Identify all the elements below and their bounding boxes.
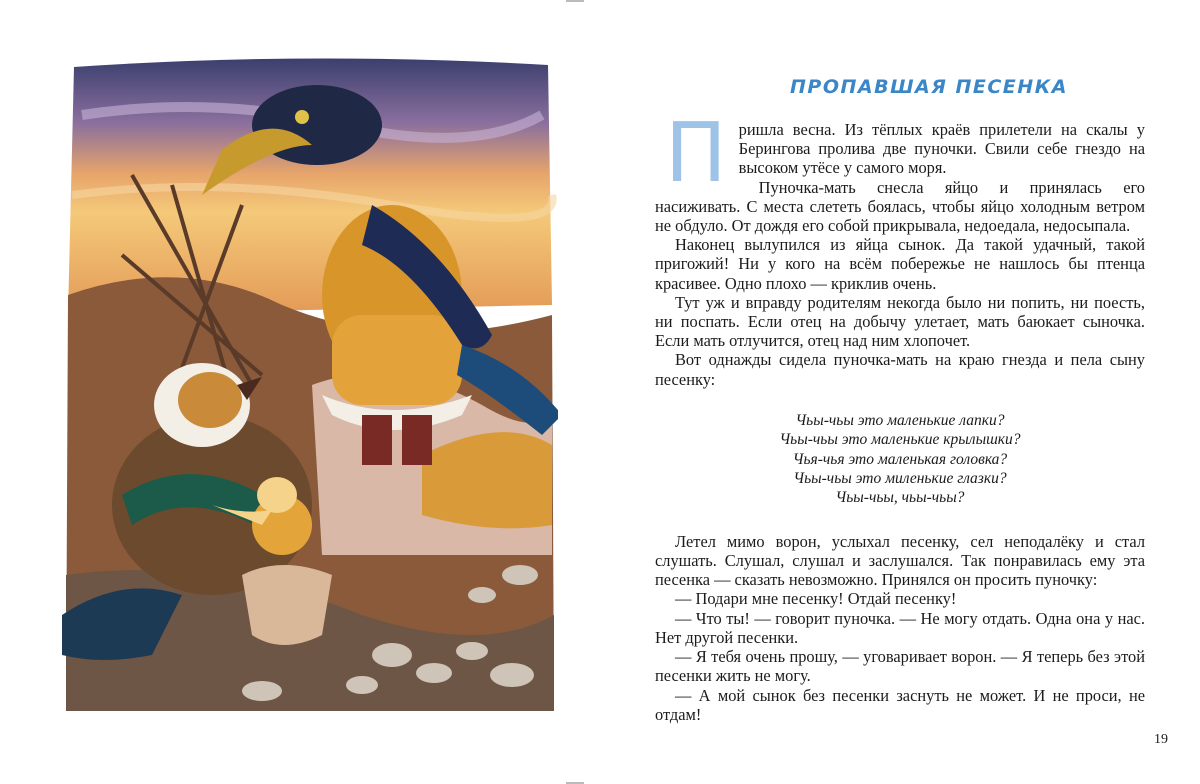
- song-poem: [655, 411, 1145, 508]
- story-text: [655, 106, 1145, 724]
- dialogue-line: — Я тебя очень прошу, — уговаривает ворон. — Я теперь без этой песенки жить не могу.: [655, 647, 1145, 686]
- story-illustration: [62, 55, 558, 715]
- dialogue-line: — Что ты! — говорит пуночка. — Не могу отдать. Одна она у нас. Нет другой песенки.: [655, 608, 1145, 647]
- paragraph: Тут уж и вправду родителям некогда было ни попить, ни поесть, ни поспать. Если отец на добычу улетает, мать баюкает сыночка. Если мать отлучится, отец над ним хлопочет.: [655, 292, 1145, 351]
- paragraph: Летел мимо ворон, услыхал песенку, сел неподалёку и стал слушать. Слушал, слушал и заслушался. Так понравилась ему эта песенка — сказать невозможно. Принялся он просить пуночку:: [655, 531, 1145, 590]
- dialogue-line: — Подари мне песенку! Отдай песенку!: [675, 589, 957, 609]
- first-paragraph: [655, 106, 1145, 201]
- paragraph: Наконец вылупился из яйца сынок. Да такой удачный, такой пригожий! Ни у кого на всём побережье не нашлось бы птенца красивее. Одно плохо — криклив очень.: [655, 235, 1145, 293]
- poem-line: Чьы-чьы это маленькие крылышки?: [779, 431, 1021, 449]
- illustration-svg: [62, 55, 558, 715]
- gutter-mark-top: [566, 0, 584, 2]
- first-paragraph-text: ришла весна. Из тёплых краёв прилетели на скалы у Берингова пролива две пуночки. Свили себе гнездо на высоком утёсе у самого моря.: [738, 120, 1145, 178]
- poem-line: Чьы-чьы это миленькие глазки?: [793, 470, 1007, 488]
- poem-line: Чьы-чьы, чьы-чьы?: [835, 489, 965, 507]
- page-number: 19: [1154, 732, 1168, 747]
- paragraph: Вот однажды сидела пуночка-мать на краю гнезда и пела сыну песенку:: [655, 350, 1145, 389]
- poem-line: Чьы-чьы это маленькие лапки?: [795, 411, 1005, 429]
- story-title: ПРОПАВШАЯ ПЕСЕНКА: [790, 76, 1068, 98]
- drop-cap: П: [665, 106, 727, 201]
- rock-gold: [422, 432, 552, 528]
- poem-line: Чья-чья это маленькая головка?: [792, 450, 1008, 468]
- paragraph: Пуночка-мать снесла яйцо и принялась его насиживать. С места слететь боялась, чтобы яйцо холодным ветром не обдуло. От дождя его собой прикрывала, недоедала, недосыпала.: [655, 177, 1145, 236]
- text-page: [655, 60, 1145, 760]
- dialogue-line: — А мой сынок без песенки заснуть не может. И не проси, не отдам!: [655, 685, 1145, 724]
